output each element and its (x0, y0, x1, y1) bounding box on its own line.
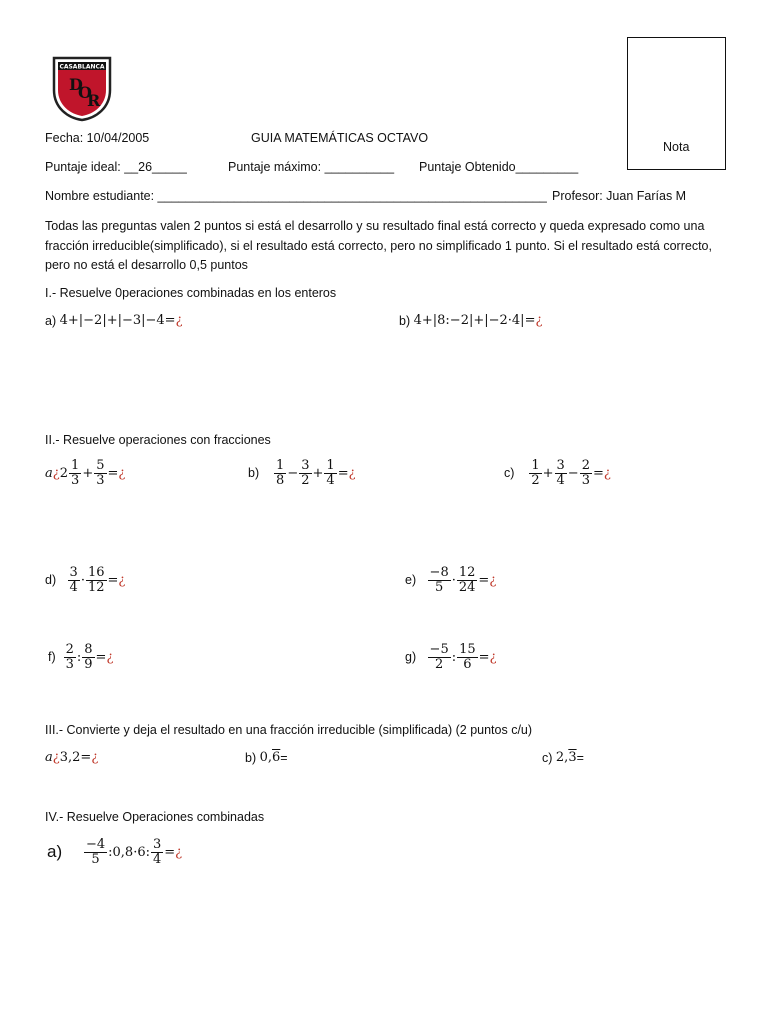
numerator: 15 (459, 642, 476, 657)
question-mark: ¿ (603, 465, 611, 481)
equals: = (164, 844, 176, 860)
exercise-label: e) (405, 573, 417, 588)
operator: : (451, 649, 457, 665)
exercise-2f: f) $\frac{2}{3}$ : $\frac{8}{9}$ = ¿ (48, 642, 114, 672)
operator: : (76, 649, 82, 665)
question-mark: ¿ (175, 313, 183, 328)
fraction (86, 566, 107, 594)
numerator: 3 (69, 565, 78, 580)
fraction (428, 643, 451, 671)
denominator: 4 (152, 851, 162, 867)
numerator: −8 (429, 565, 449, 580)
question-mark: ¿ (489, 649, 497, 665)
expression-middle: :0,8·6: (108, 844, 150, 860)
decimal-value: 3,2= (59, 750, 92, 765)
equals: = (576, 750, 584, 765)
fraction (82, 643, 94, 671)
exercise-label: g) (405, 650, 417, 665)
decimal-integer: 0, (259, 750, 273, 765)
exercise-3b (245, 750, 288, 765)
exercise-2b: b) $\frac{1}{8}$ − $\frac{3}{2}$ + $\frac{1}{4}$ = ¿ (248, 458, 356, 488)
numerator: −5 (429, 642, 449, 657)
denominator: 24 (458, 579, 476, 595)
denominator: 3 (65, 656, 74, 672)
exercise-1b (399, 313, 542, 328)
operator: · (80, 572, 85, 588)
exercise-label: b) (399, 313, 411, 328)
numerator: 5 (96, 458, 105, 473)
exercise-1a (45, 313, 183, 328)
question-mark: ¿ (91, 750, 99, 765)
numerator: 3 (556, 458, 565, 473)
puntaje-obtenido: Puntaje Obtenido_________ (419, 160, 579, 174)
exercise-3a (45, 750, 98, 765)
numerator: 2 (65, 642, 74, 657)
numerator: 1 (276, 458, 285, 473)
section-3-heading: III.- Convierte y deja el resultado en una fracción irreducible (simplificada) (2 puntos c/u) (45, 723, 533, 737)
expression: 4+|−2|+|−3|−4= (59, 313, 176, 328)
question-mark: ¿ (489, 572, 497, 588)
logo-letter-r: R (87, 91, 101, 110)
denominator: 3 (96, 472, 105, 488)
fraction (151, 838, 163, 866)
section-1-heading: I.- Resuelve 0peraciones combinadas en los enteros (45, 286, 337, 300)
question-mark: ¿ (52, 465, 60, 481)
denominator: 9 (84, 656, 93, 672)
denominator: 3 (581, 472, 590, 488)
logo-band-text: CASABLANCA (59, 63, 105, 71)
puntaje-maximo: Puntaje máximo: __________ (228, 160, 395, 174)
fraction (274, 459, 286, 487)
fraction (94, 459, 106, 487)
fraction (69, 459, 81, 487)
exercise-label: a) (47, 842, 63, 862)
numerator: 2 (581, 458, 590, 473)
puntaje-ideal: Puntaje ideal: __26_____ (45, 160, 187, 174)
question-mark: ¿ (175, 844, 183, 860)
denominator: 5 (434, 579, 444, 595)
exercise-2g: g) $\frac{-5}{2}$ : $\frac{15}{6}$ = ¿ (405, 642, 497, 672)
numerator: 3 (152, 837, 162, 852)
profesor: Profesor: Juan Farías M (552, 189, 687, 203)
exercise-2d: d) $\frac{3}{4}$ · $\frac{16}{12}$ = ¿ (45, 565, 126, 595)
fraction (68, 566, 80, 594)
operator: · (451, 572, 456, 588)
numerator: 1 (326, 458, 335, 473)
repeating-digit: 6 (272, 750, 281, 765)
exercise-label: a (45, 465, 53, 481)
exercise-4a (47, 838, 182, 866)
repeating-digit: 3 (568, 750, 577, 765)
logo-letter-d: D (69, 75, 83, 94)
exercise-3c (542, 750, 584, 765)
nota-label: Nota (663, 140, 690, 154)
denominator: 12 (87, 579, 105, 595)
section-2-heading: II.- Resuelve operaciones con fracciones (45, 433, 271, 447)
fraction (580, 459, 592, 487)
denominator: 2 (301, 472, 310, 488)
exercise-label: a (45, 750, 53, 765)
numerator: 3 (301, 458, 310, 473)
operator: − (567, 465, 579, 481)
exercise-label: d) (45, 573, 57, 588)
instructions: Todas las preguntas valen 2 puntos si está el desarrollo y su resultado final está correcto y queda expresado como una fracción irreducible(simplificado), si el resultado está correcto, pero no simplificado 1 punto. Si el resultado está correcto, pero no está el desarrollo 0,5 puntos (45, 219, 712, 272)
question-mark: ¿ (348, 465, 356, 481)
denominator: 4 (69, 579, 78, 595)
fraction (84, 838, 107, 866)
denominator: 4 (556, 472, 565, 488)
fraction (457, 643, 478, 671)
exercise-label: c) (504, 466, 515, 481)
numerator: 16 (87, 565, 105, 580)
operator: − (287, 465, 299, 481)
equals: = (280, 750, 288, 765)
fecha: Fecha: 10/04/2005 (45, 131, 150, 145)
exercise-label: b) (248, 466, 260, 481)
fraction (324, 459, 336, 487)
numerator: 8 (84, 642, 93, 657)
exercise-2a: a ¿ 2 $\frac{1}{3}$ + $\frac{5}{3}$ = ¿ (45, 458, 126, 488)
decimal-integer: 2, (555, 750, 569, 765)
question-mark: ¿ (118, 465, 126, 481)
numerator: 1 (531, 458, 540, 473)
fraction (428, 566, 451, 594)
denominator: 5 (91, 851, 100, 867)
nombre-estudiante: Nombre estudiante: ________________________________________________________ (45, 189, 547, 203)
numerator: 1 (71, 458, 80, 473)
exercise-label: b) (245, 750, 257, 765)
operator: + (312, 465, 324, 481)
question-mark: ¿ (52, 750, 60, 765)
logo-letter-o: O (78, 83, 92, 102)
question-mark: ¿ (535, 313, 543, 328)
question-mark: ¿ (106, 649, 114, 665)
operator: + (542, 465, 554, 481)
exercise-label: f) (48, 650, 56, 665)
denominator: 4 (326, 472, 335, 488)
exercise-2e: e) $\frac{-8}{5}$ · $\frac{12}{24}$ = ¿ (405, 565, 497, 595)
whole-number: 2 (59, 465, 69, 481)
exercise-2c: c) $\frac{1}{2}$ + $\frac{3}{4}$ − $\frac{2}{3}$ = ¿ (504, 458, 611, 488)
question-mark: ¿ (118, 572, 126, 588)
operator: + (82, 465, 94, 481)
denominator: 2 (434, 656, 444, 672)
fraction (64, 643, 76, 671)
section-4-heading: IV.- Resuelve Operaciones combinadas (45, 810, 265, 824)
fraction (555, 459, 567, 487)
school-logo (52, 56, 112, 125)
denominator: 8 (276, 472, 285, 488)
denominator: 2 (531, 472, 540, 488)
expression: 4+|8:−2|+|−2·4|= (413, 313, 536, 328)
numerator: −4 (85, 837, 106, 852)
exercise-label: a) (45, 313, 57, 328)
denominator: 3 (71, 472, 80, 488)
exercise-label: c) (542, 750, 553, 765)
page-title: GUIA MATEMÁTICAS OCTAVO (251, 131, 429, 145)
numerator: 12 (458, 565, 476, 580)
fraction (529, 459, 541, 487)
denominator: 6 (463, 656, 472, 672)
fraction (457, 566, 478, 594)
fraction (299, 459, 311, 487)
